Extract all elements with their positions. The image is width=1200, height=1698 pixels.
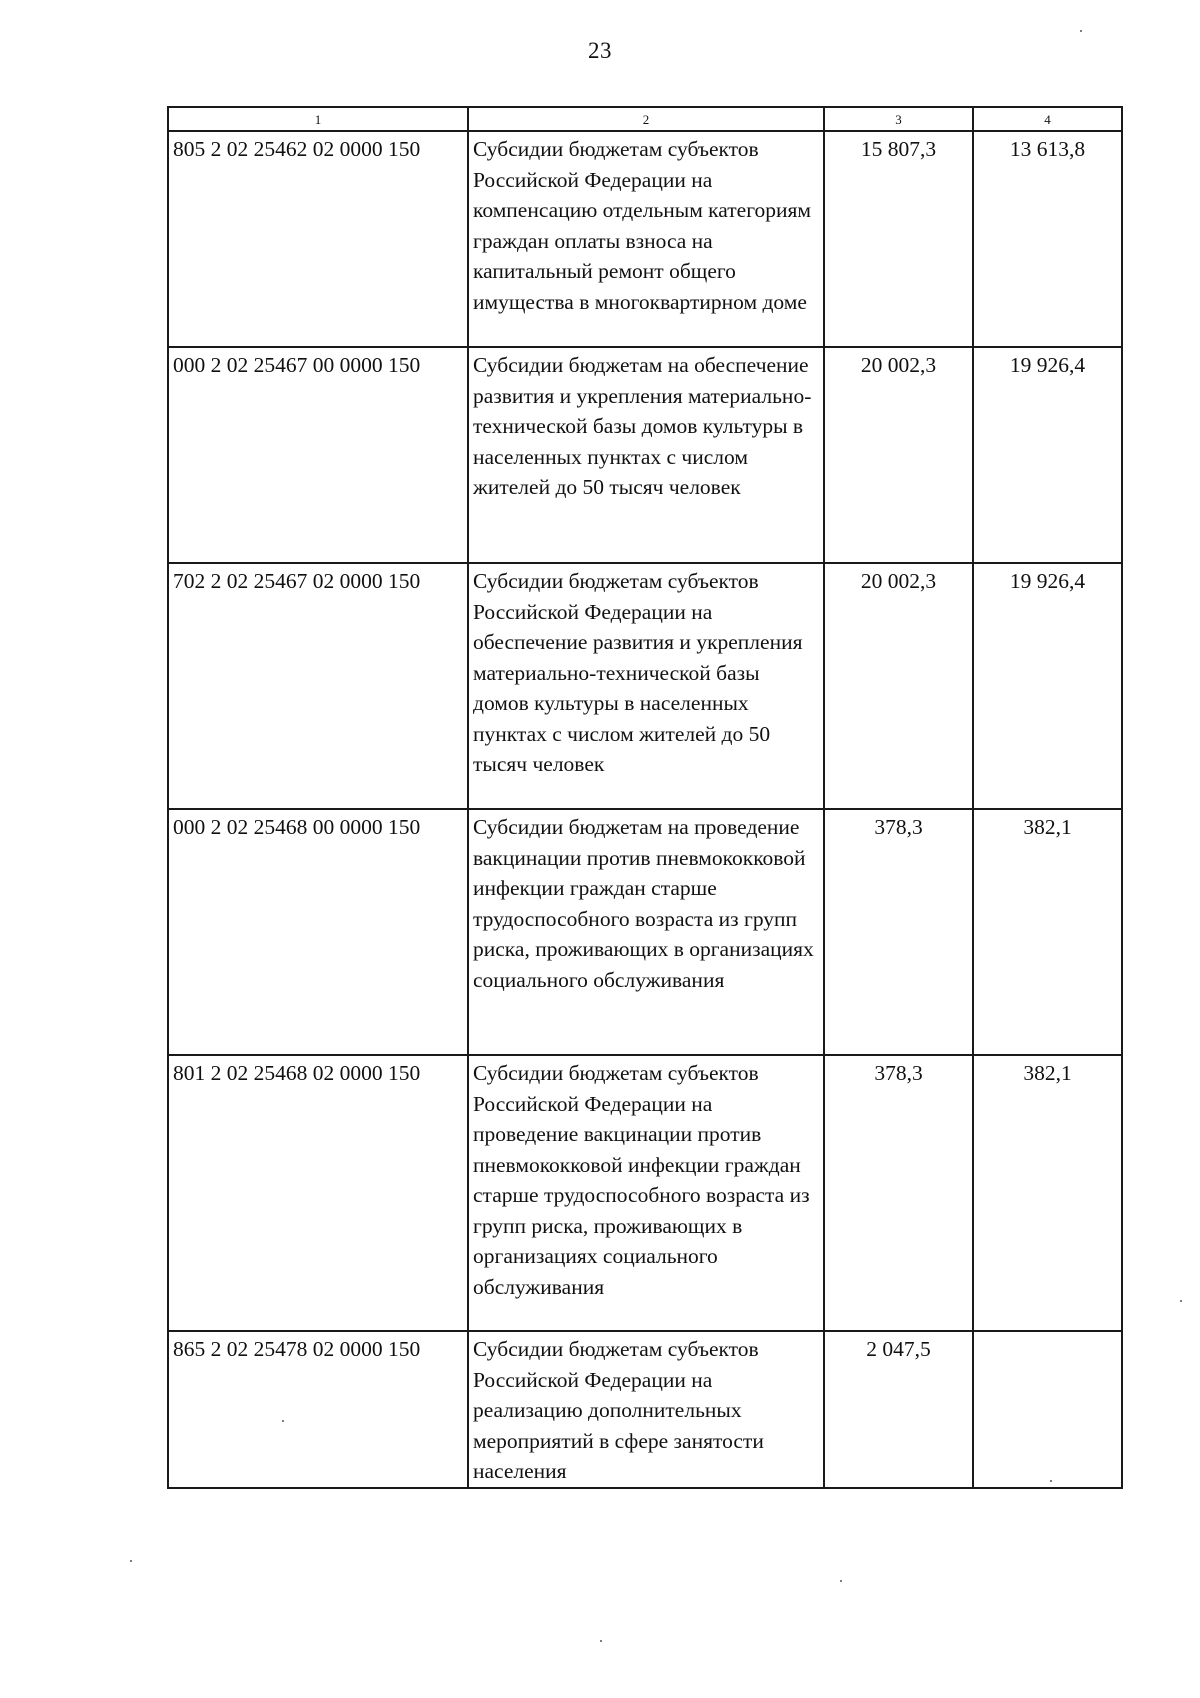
amount-col4-cell: 13 613,8 <box>973 131 1122 347</box>
amount-col3-cell: 20 002,3 <box>824 347 973 563</box>
amount-col3-cell: 20 002,3 <box>824 563 973 809</box>
table-row <box>168 131 1122 347</box>
description-cell: Субсидии бюджетам субъектов Российской Федерации на проведение вакцинации против пневмококковой инфекции граждан старше трудоспособного возраста из групп риска, проживающих в организациях социального обслуживания <box>468 1055 824 1331</box>
budget-code-cell: 702 2 02 25467 02 0000 150 <box>168 563 468 809</box>
amount-col4-cell: 382,1 <box>973 809 1122 1055</box>
column-header-3: 3 <box>824 107 973 131</box>
budget-code-cell: 801 2 02 25468 02 0000 150 <box>168 1055 468 1331</box>
table-row <box>168 347 1122 563</box>
budget-code-cell: 000 2 02 25468 00 0000 150 <box>168 809 468 1055</box>
table-header-row <box>168 107 1122 131</box>
amount-col4-cell: 19 926,4 <box>973 347 1122 563</box>
amount-col4-cell: 19 926,4 <box>973 563 1122 809</box>
amount-col3-cell: 2 047,5 <box>824 1331 973 1488</box>
amount-col3-cell: 378,3 <box>824 809 973 1055</box>
budget-table <box>167 106 1123 1489</box>
column-header-4: 4 <box>973 107 1122 131</box>
amount-col4-cell <box>973 1331 1122 1488</box>
description-cell: Субсидии бюджетам на обеспечение развития и укрепления материально-технической базы домов культуры в населенных пунктах с числом жителей до 50 тысяч человек <box>468 347 824 563</box>
scan-speck <box>1050 1480 1052 1482</box>
column-header-2: 2 <box>468 107 824 131</box>
page-number: 23 <box>588 38 612 63</box>
table-row <box>168 1055 1122 1331</box>
scan-speck <box>840 1580 842 1582</box>
scan-speck <box>282 1420 284 1422</box>
description-cell: Субсидии бюджетам субъектов Российской Федерации на реализацию дополнительных мероприятий в сфере занятости населения <box>468 1331 824 1488</box>
budget-code-cell: 000 2 02 25467 00 0000 150 <box>168 347 468 563</box>
budget-code-cell: 865 2 02 25478 02 0000 150 <box>168 1331 468 1488</box>
scan-speck <box>1180 1300 1182 1302</box>
amount-col3-cell: 15 807,3 <box>824 131 973 347</box>
amount-col3-cell: 378,3 <box>824 1055 973 1331</box>
description-cell: Субсидии бюджетам на проведение вакцинации против пневмококковой инфекции граждан старше трудоспособного возраста из групп риска, проживающих в организациях социального обслуживания <box>468 809 824 1055</box>
scan-speck <box>1080 30 1082 32</box>
scan-speck <box>130 1560 132 1562</box>
budget-code-cell: 805 2 02 25462 02 0000 150 <box>168 131 468 347</box>
description-cell: Субсидии бюджетам субъектов Российской Федерации на компенсацию отдельным категориям граждан оплаты взноса на капитальный ремонт общего имущества в многоквартирном доме <box>468 131 824 347</box>
table-row <box>168 809 1122 1055</box>
amount-col4-cell: 382,1 <box>973 1055 1122 1331</box>
table-row <box>168 563 1122 809</box>
scan-speck <box>600 1640 602 1642</box>
description-cell: Субсидии бюджетам субъектов Российской Федерации на обеспечение развития и укрепления материально-технической базы домов культуры в населенных пунктах с числом жителей до 50 тысяч человек <box>468 563 824 809</box>
table-row <box>168 1331 1122 1488</box>
column-header-1: 1 <box>168 107 468 131</box>
